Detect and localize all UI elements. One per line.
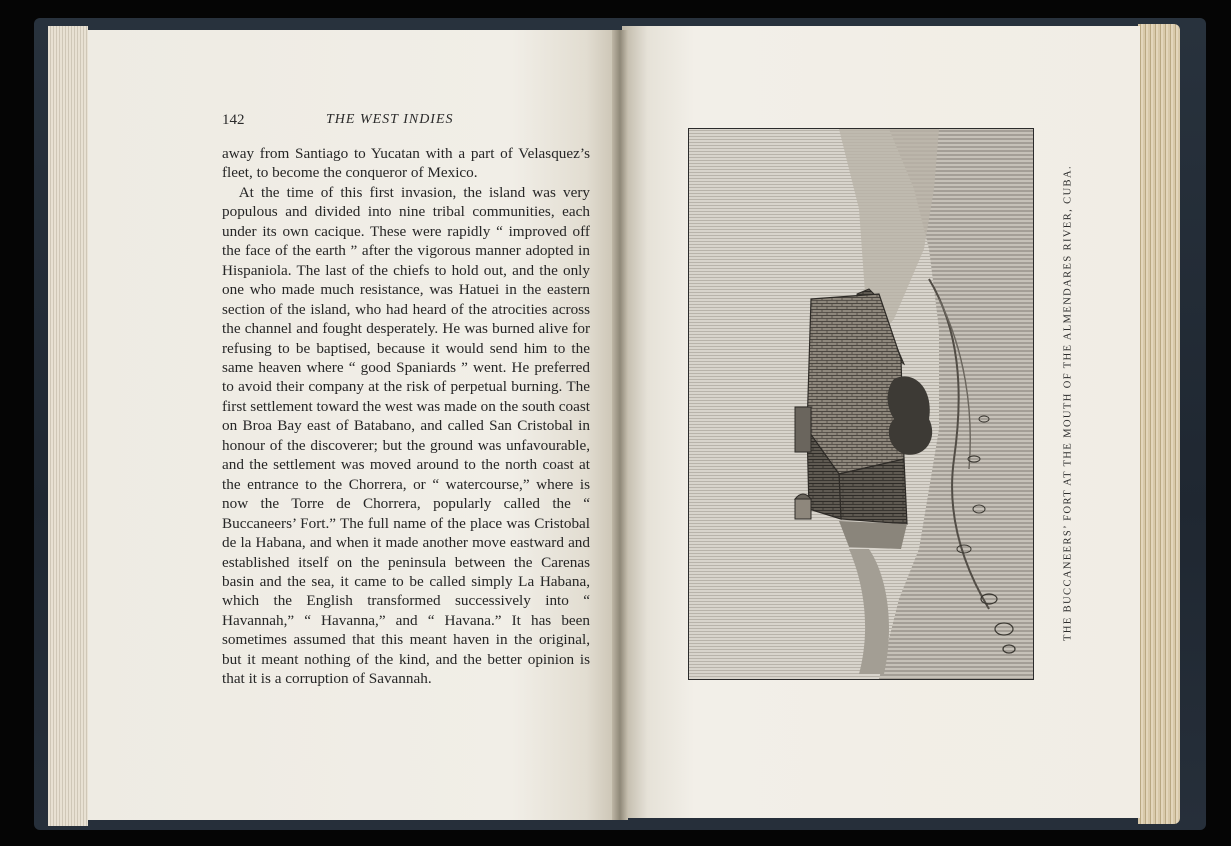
fort-engraving-plate <box>688 128 1034 680</box>
fort-engraving-image <box>689 129 1033 679</box>
plate-caption-text: THE BUCCANEERS’ FORT AT THE MOUTH OF THE ALMENDARES RIVER, CUBA. <box>1062 165 1074 641</box>
page-number: 142 <box>222 112 245 128</box>
running-head <box>222 112 590 132</box>
paragraph-continued: away from Santiago to Yucatan with a part of Velasquez’s fleet, to become the conqueror of Mexico. <box>222 145 590 182</box>
book-gutter <box>612 30 628 820</box>
paragraph-first-invasion: At the time of this first invasion, the island was very populous and divided into nine tribal communities, each under its own cacique. These were rapidly “ improved off the face of the earth ” after the vigorous manner adopted in Hispaniola. The last of the chiefs to hold out, and the only one who made much resistance, was Hatuei in the eastern section of the island, who had heard of the atrocities across the channel and fought desperately. He was burned alive for refusing to be baptised, because it would send him to the same heaven where “ good Spaniards ” went. He preferred to avoid their company at the risk of perpetual burning. The first settlement toward the west was made on the south coast on Broa Bay east of Batabano, and called San Cristobal in honour of the discoverer; but the ground was unfavourable, and the settlement was moved around to the north coast at the entrance to the Chorrera, or “ watercourse,” where is now the Torre de Chorrera, popularly called the “ Buccaneers’ Fort.” The full name of the place was Cristobal de la Habana, and when it made another move eastward and established itself on the peninsula between the Carenas basin and the sea, it came to be called simply La Habana, which the English transformed successively into “ Havannah,” “ Havanna,” and “ Havana.” It has been sometimes assumed that this meant haven in the original, but it meant nothing of the kind, and the better opinion is that it is a corruption of Savannah. <box>222 183 590 688</box>
running-title: THE WEST INDIES <box>326 112 454 127</box>
left-page-edges <box>48 26 88 826</box>
right-page-edges <box>1138 24 1180 824</box>
body-text <box>222 144 590 689</box>
